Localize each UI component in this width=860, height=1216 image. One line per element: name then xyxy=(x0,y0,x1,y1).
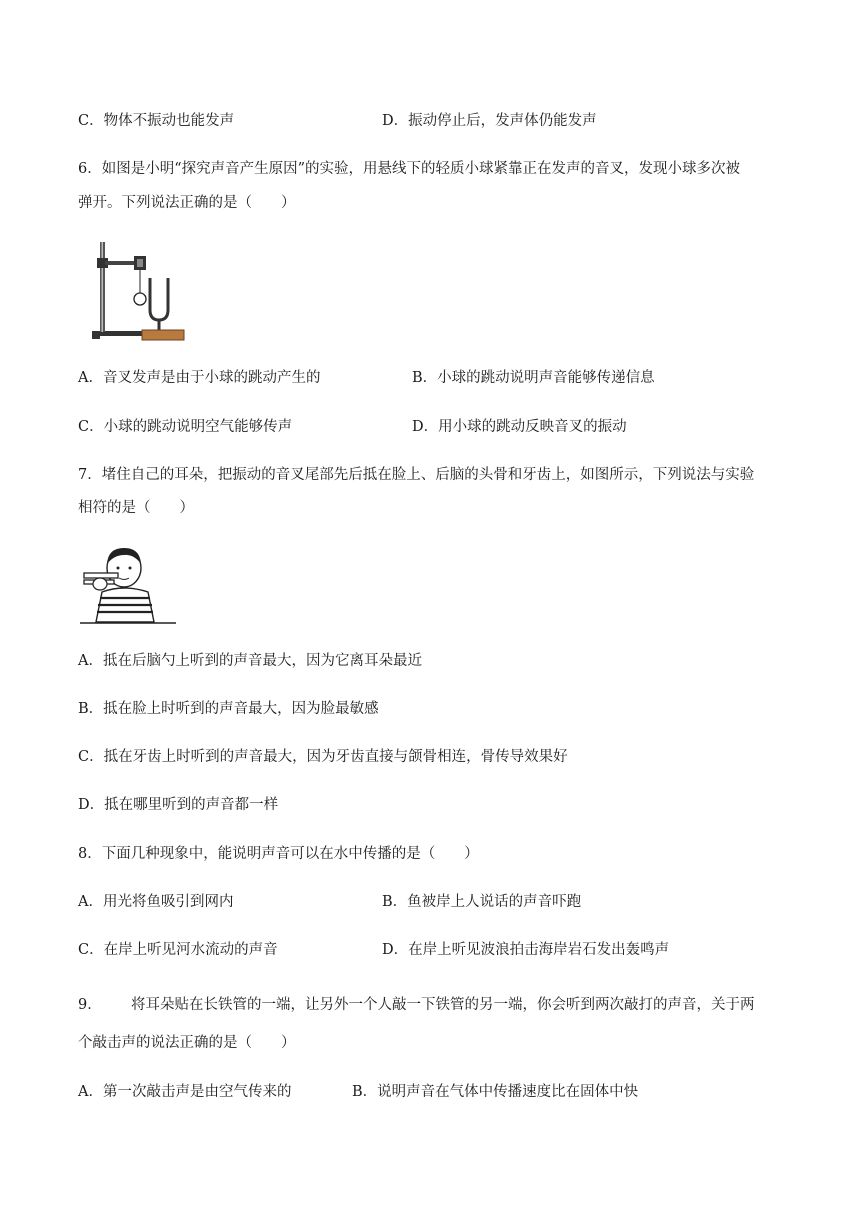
q8-option-c: C．在岸上听见河水流动的声音 xyxy=(78,942,278,958)
q6-option-c: C．小球的跳动说明空气能够传声 xyxy=(78,419,293,435)
q6-option-b: B．小球的跳动说明声音能够传递信息 xyxy=(412,370,655,386)
q7-option-c: C．抵在牙齿上时听到的声音最大，因为牙齿直接与颌骨相连，骨传导效果好 xyxy=(78,749,568,765)
q7-stem-line1: 7．堵住自己的耳朵，把振动的音叉尾部先后抵在脸上、后脑的头骨和牙齿上，如图所示，下列说法与实验 xyxy=(78,467,755,483)
q5-option-d: D．振动停止后，发声体仍能发声 xyxy=(382,113,597,129)
q8-option-a: A．用光将鱼吸引到网内 xyxy=(78,894,234,910)
q6-stem-line1: 6．如图是小明“探究声音产生原因”的实验，用悬线下的轻质小球紧靠正在发声的音叉，发现小球多次被 xyxy=(78,161,741,177)
q8-option-d: D．在岸上听见波浪拍击海岸岩石发出轰鸣声 xyxy=(382,942,670,958)
q9-stem-line2: 个敲击声的说法正确的是（ ） xyxy=(78,1035,296,1051)
boy-with-tuning-fork-icon xyxy=(78,542,178,630)
q8-option-b: B．鱼被岸上人说话的声音吓跑 xyxy=(382,894,582,910)
q6-option-a: A．音叉发声是由于小球的跳动产生的 xyxy=(78,370,321,386)
q9-option-a: A．第一次敲击声是由空气传来的 xyxy=(78,1084,292,1100)
q8-stem: 8．下面几种现象中，能说明声音可以在水中传播的是（ ） xyxy=(78,846,479,862)
tuning-fork-apparatus-icon xyxy=(88,238,188,343)
q9-stem-line1: 将耳朵贴在长铁管的一端，让另外一个人敲一下铁管的另一端，你会听到两次敲打的声音，关于两 xyxy=(131,997,755,1013)
q9-option-b: B．说明声音在气体中传播速度比在固体中快 xyxy=(352,1084,639,1100)
q7-stem-line2: 相符的是（ ） xyxy=(78,500,194,516)
q7-option-d: D．抵在哪里听到的声音都一样 xyxy=(78,797,279,813)
q6-stem-line2: 弹开。下列说法正确的是（ ） xyxy=(78,195,296,211)
q9-number: 9． xyxy=(78,997,102,1013)
q5-option-c: C．物体不振动也能发声 xyxy=(78,113,235,129)
q6-option-d: D．用小球的跳动反映音叉的振动 xyxy=(412,419,627,435)
q7-option-b: B．抵在脸上时听到的声音最大，因为脸最敏感 xyxy=(78,701,379,717)
q7-option-a: A．抵在后脑勺上听到的声音最大，因为它离耳朵最近 xyxy=(78,653,422,669)
